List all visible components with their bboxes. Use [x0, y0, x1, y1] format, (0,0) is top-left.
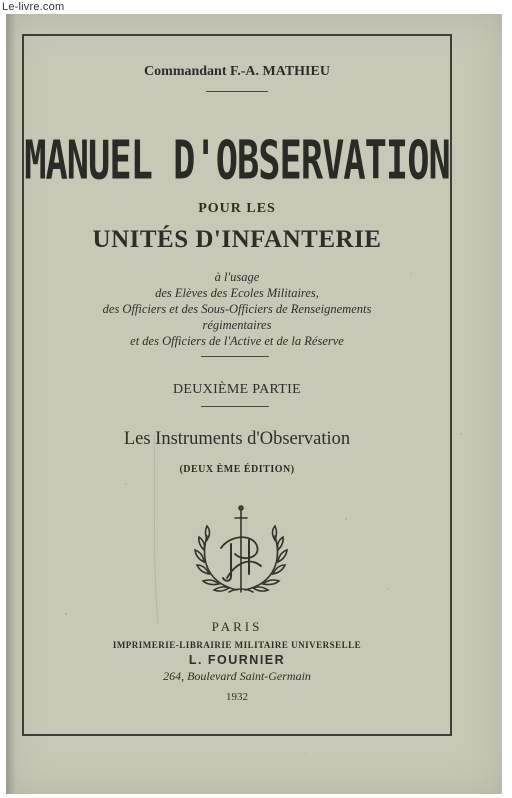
watermark-text: Le-livre.com: [2, 1, 65, 13]
part-label: DEUXIÈME PARTIE: [173, 382, 301, 397]
subtitle: Les Instruments d'Observation: [123, 429, 351, 449]
usage-line: des Officiers et des Sous-Officiers de Renseignements: [102, 302, 372, 316]
usage-line: des Elèves des Ecoles Militaires,: [155, 286, 319, 300]
edition-label: (DEUX ÈME ÉDITION): [179, 464, 295, 475]
main-title: MANUEL D'OBSERVATION: [24, 129, 450, 192]
publisher-name: L. FOURNIER: [188, 653, 286, 667]
publisher-house: IMPRIMERIE-LIBRAIRIE MILITAIRE UNIVERSELLE: [112, 640, 362, 650]
publisher-address: 264, Boulevard Saint-Germain: [163, 669, 311, 683]
publication-year: 1932: [226, 691, 248, 703]
title-connector: POUR LES: [198, 201, 276, 216]
paper-texture: [6, 14, 502, 794]
author-name: Commandant F.-A. MATHIEU: [144, 64, 330, 79]
usage-line: et des Officiers de l'Active et de la Réserve: [130, 334, 344, 348]
usage-line: régimentaires: [202, 318, 272, 332]
publication-city: PARIS: [211, 619, 263, 634]
book-cover: [6, 14, 502, 794]
usage-line: à l'usage: [214, 270, 260, 284]
title-units: UNITÉS D'INFANTERIE: [92, 226, 382, 253]
